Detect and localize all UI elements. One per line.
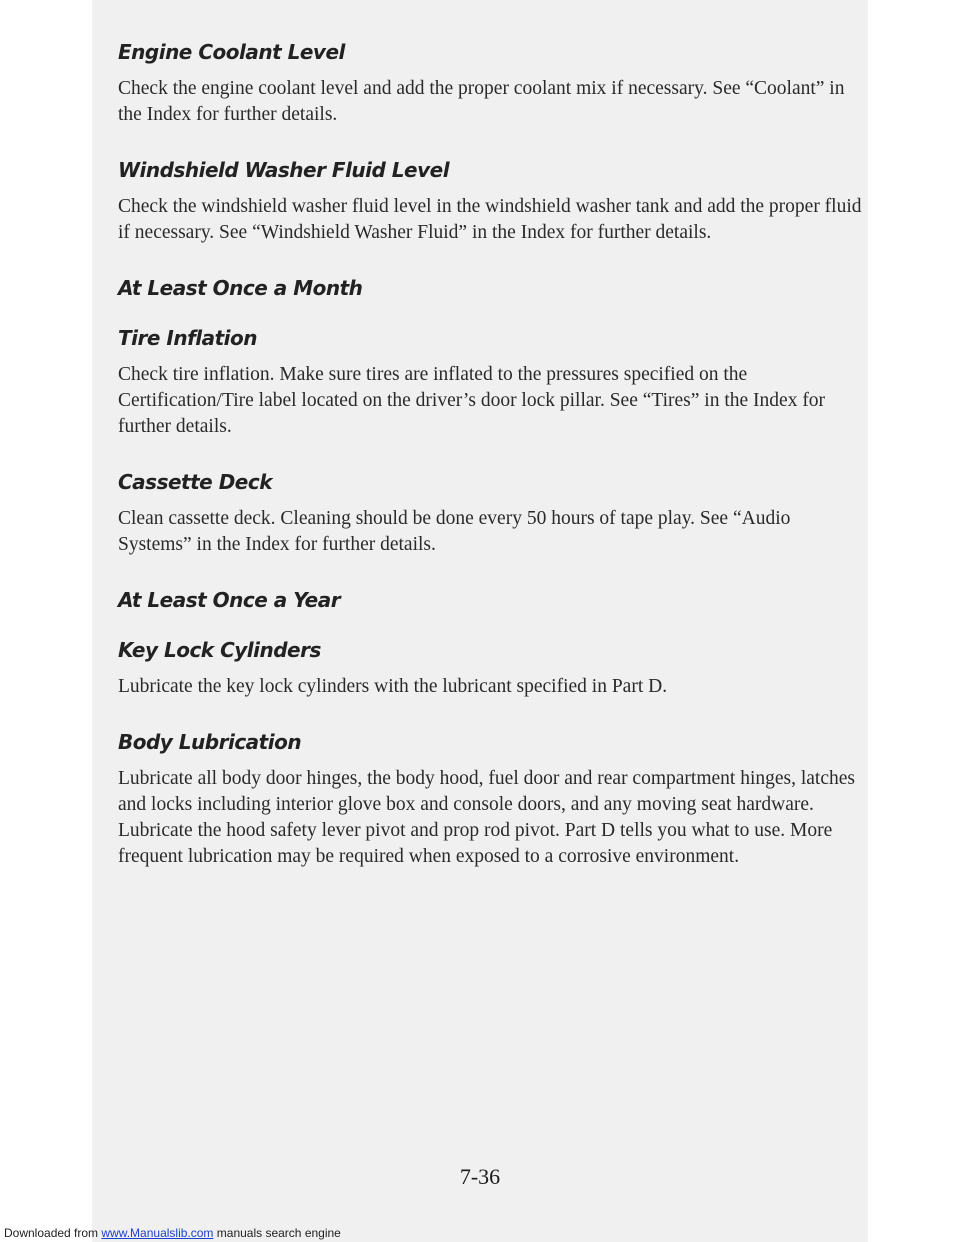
paragraph-key-lock-cylinders: Lubricate the key lock cylinders with the lubricant specified in Part D. — [118, 676, 668, 697]
heading-tire-inflation: Tire Inflation — [118, 326, 258, 350]
page-content — [118, 40, 862, 900]
group-heading-yearly: At Least Once a Year — [118, 588, 341, 612]
heading-body-lubrication: Body Lubrication — [118, 730, 302, 754]
paragraph-cassette-deck: Clean cassette deck. Cleaning should be done every 50 hours of tape play. See “Audio Systems” in the Index for further details. — [118, 508, 791, 555]
paragraph-tire-inflation: Check tire inflation. Make sure tires are inflated to the pressures specified on the Certification/Tire label located on the driver’s door lock pillar. See “Tires” in the Index for further details. — [118, 364, 826, 437]
page-number: 7-36 — [459, 1164, 501, 1189]
group-heading-monthly: At Least Once a Month — [118, 276, 363, 300]
heading-key-lock-cylinders: Key Lock Cylinders — [118, 638, 321, 662]
manualslib-link[interactable]: www.Manualslib.com — [101, 1226, 214, 1240]
manual-page — [92, 0, 868, 1242]
heading-cassette-deck: Cassette Deck — [118, 470, 273, 494]
paragraph-engine-coolant-level: Check the engine coolant level and add the proper coolant mix if necessary. See “Coolant” in the Index for further details. — [118, 78, 845, 125]
footer-prefix: Downloaded from — [4, 1226, 102, 1240]
paragraph-body-lubrication: Lubricate all body door hinges, the body hood, fuel door and rear compartment hinges, latches and locks including interior glove box and console doors, and any moving seat hardware. Lubricate the hood safety lever pivot and prop rod pivot. Part D tells you what to use. More frequent lubrication may be required when exposed to a corrosive environment. — [118, 768, 855, 867]
heading-windshield-washer-fluid-level: Windshield Washer Fluid Level — [118, 158, 450, 182]
heading-engine-coolant-level: Engine Coolant Level — [118, 40, 345, 64]
download-footer — [4, 1226, 341, 1240]
paragraph-windshield-washer-fluid-level: Check the windshield washer fluid level in the windshield washer tank and add the proper fluid if necessary. See “Windshield Washer Fluid” in the Index for further details. — [118, 196, 862, 243]
footer-suffix: manuals search engine — [213, 1226, 341, 1240]
